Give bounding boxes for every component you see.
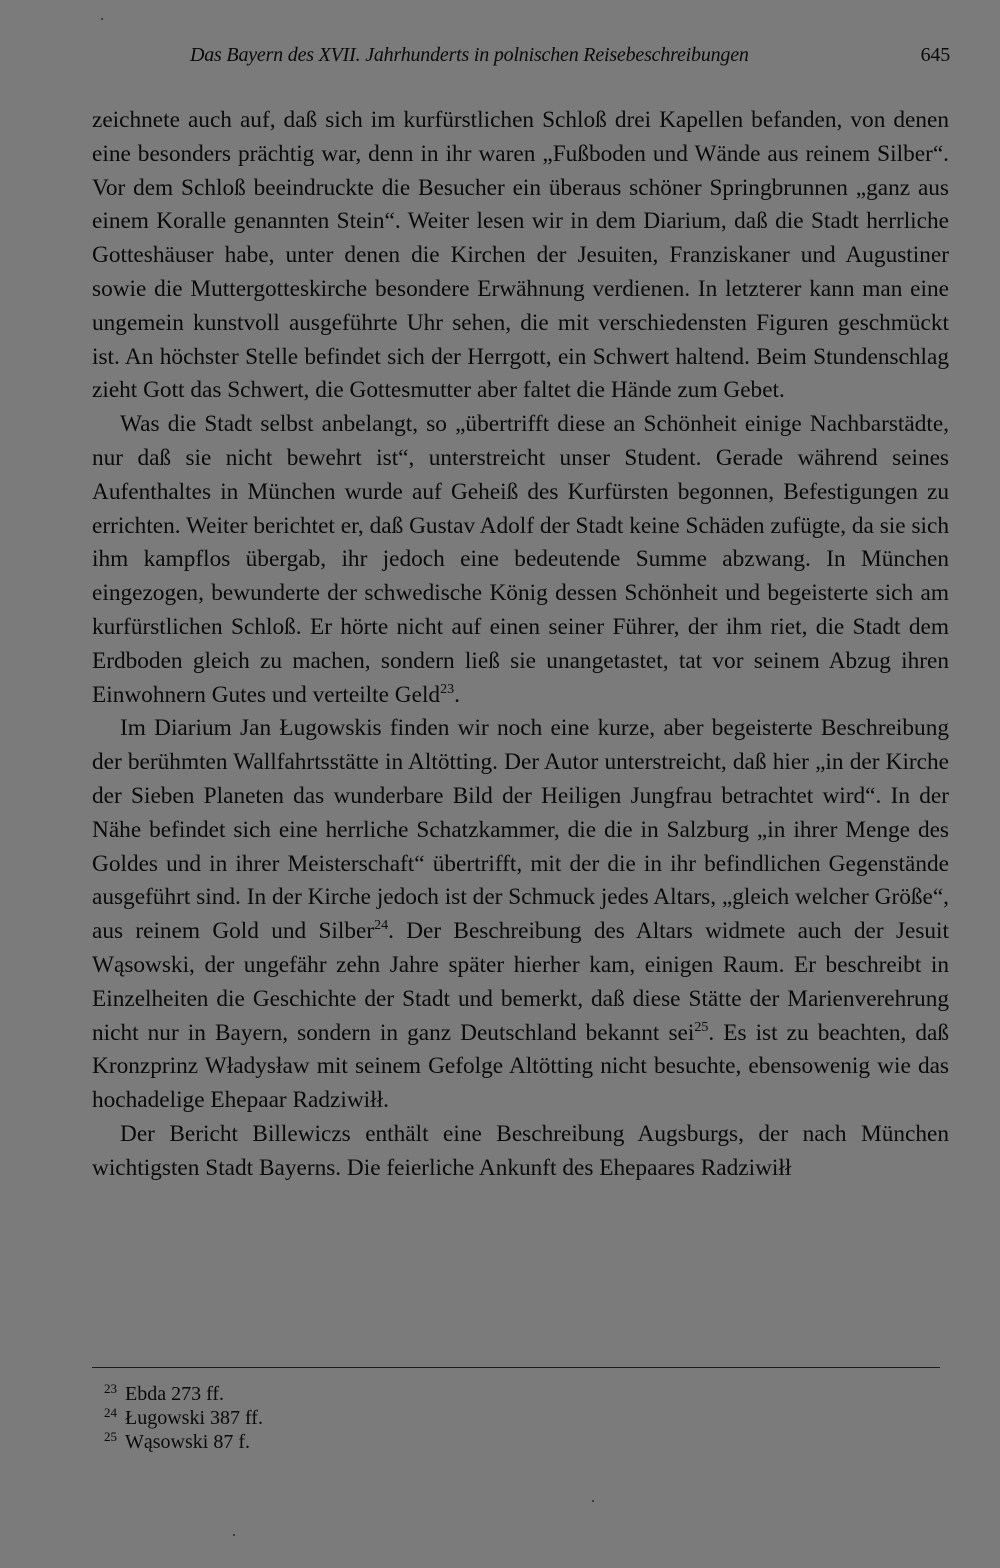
running-title: Das Bayern des XVII. Jahrhunderts in polnischen Reisebeschreibungen: [190, 44, 749, 66]
body-text: [92, 104, 949, 1186]
paragraph-4: [92, 1118, 949, 1186]
paragraph-3: [92, 712, 949, 1118]
paragraph-1-text: zeichnete auch auf, daß sich im kurfürstlichen Schloß drei Kapellen befanden, von denen eine besonders prächtig war, denn in ihr waren „Fußboden und Wände aus reinem Silber“. Vor dem Schloß beeindruckte die Besucher ein überaus schöner Springbrunnen „ganz aus einem Koralle genannten Stein“. Weiter lesen wir in dem Diarium, daß die Stadt herrliche Gotteshäuser habe, unter denen die Kirchen der Jesuiten, Franziskaner und Augustiner sowie die Muttergotteskirche besondere Erwähnung verdienen. In letzterer kann man eine ungemein kunstvoll ausgeführte Uhr sehen, die mit verschiedensten Figuren geschmückt ist. An höchster Stelle befindet sich der Herrgott, ein Schwert haltend. Beim Stundenschlag zieht Gott das Schwert, die Gottesmutter aber faltet die Hände zum Gebet.: [92, 107, 949, 404]
paragraph-3-text-part-3: . Es ist zu beachten, daß Kronzprinz Władysław mit seinem Gefolge Altötting nicht besuchte, ebensowenig wie das hochadelige Ehepaar Radziwiłł.: [92, 1019, 949, 1114]
footnote-text: Ługowski 387 ff.: [125, 1407, 263, 1429]
footnote-number: 25: [104, 1429, 117, 1444]
paragraph-3-text-part-1: Im Diarium Jan Ługowskis finden wir noch eine kurze, aber begeisterte Beschreibung der berühmten Wallfahrtsstätte in Altötting. Der Autor unterstreicht, daß hier „in der Kirche der Sieben Planeten das wunderbare Bild der Heiligen Jungfrau betrachtet wird“. In der Nähe befindet sich eine herrliche Schatzkammer, die die in Salzburg „in ihrer Menge des Goldes und in ihrer Meisterschaft“ übertrifft, mit der die in ihr befindlichen Gegenstände ausgeführt sind. In der Kirche jedoch ist der Schmuck jedes Altars, „gleich welcher Größe“, aus reinem Gold und Silber: [92, 715, 949, 945]
footnote-ref-24: 24: [374, 918, 389, 934]
footnote-23: [104, 1382, 263, 1406]
paragraph-4-text: Der Bericht Billewiczs enthält eine Beschreibung Augsburgs, der nach München wichtigsten Stadt Bayerns. Die feierliche Ankunft des Ehepaares Radziwiłł: [92, 1120, 949, 1181]
scan-speck: [101, 18, 103, 20]
footnote-number: 24: [104, 1405, 117, 1420]
footnote-number: 23: [104, 1381, 117, 1396]
scan-speck: [592, 1500, 594, 1502]
paragraph-2-tail: .: [454, 681, 460, 708]
footnote-text: Ebda 273 ff.: [125, 1383, 225, 1405]
footnote-24: [104, 1406, 263, 1430]
footnote-divider: [92, 1367, 940, 1368]
footnote-ref-25: 25: [694, 1019, 709, 1035]
footnote-text: Wąsowski 87 f.: [125, 1431, 250, 1453]
footnote-25: [104, 1430, 263, 1454]
footnote-ref-23: 23: [440, 681, 455, 697]
page-number: 645: [920, 44, 950, 66]
paragraph-2-text: Was die Stadt selbst anbelangt, so „übertrifft diese an Schönheit einige Nachbarstädte, nur daß sie nicht bewehrt ist“, unterstreicht unser Student. Gerade während seines Aufenthaltes in München wurde auf Geheiß des Kurfürsten begonnen, Befestigungen zu errichten. Weiter berichtet er, daß Gustav Adolf der Stadt keine Schäden zufügte, da sie sich ihm kampflos übergab, ihr jedoch eine bedeutende Summe abzwang. In München eingezogen, bewunderte der schwedische König dessen Schönheit und begeisterte sich am kurfürstlichen Schloß. Er hörte nicht auf einen seiner Führer, der ihm riet, die Stadt dem Erdboden gleich zu machen, sondern ließ sie unangetastet, tat vor seinem Abzug ihren Einwohnern Gutes und verteilte Geld: [92, 411, 949, 708]
paragraph-3-text-part-2: . Der Beschreibung des Altars widmete auch der Jesuit Wąsowski, der ungefähr zehn Jahre später hierher kam, einigen Raum. Er beschreibt in Einzelheiten die Geschichte der Stadt und bemerkt, daß diese Stätte der Marienverehrung nicht nur in Bayern, sondern in ganz Deutschland bekannt sei: [92, 918, 949, 1046]
running-header: [190, 44, 950, 74]
footnotes: [104, 1382, 263, 1454]
paragraph-1: [92, 104, 949, 408]
paragraph-2: [92, 408, 949, 712]
scan-speck: [233, 1534, 235, 1536]
